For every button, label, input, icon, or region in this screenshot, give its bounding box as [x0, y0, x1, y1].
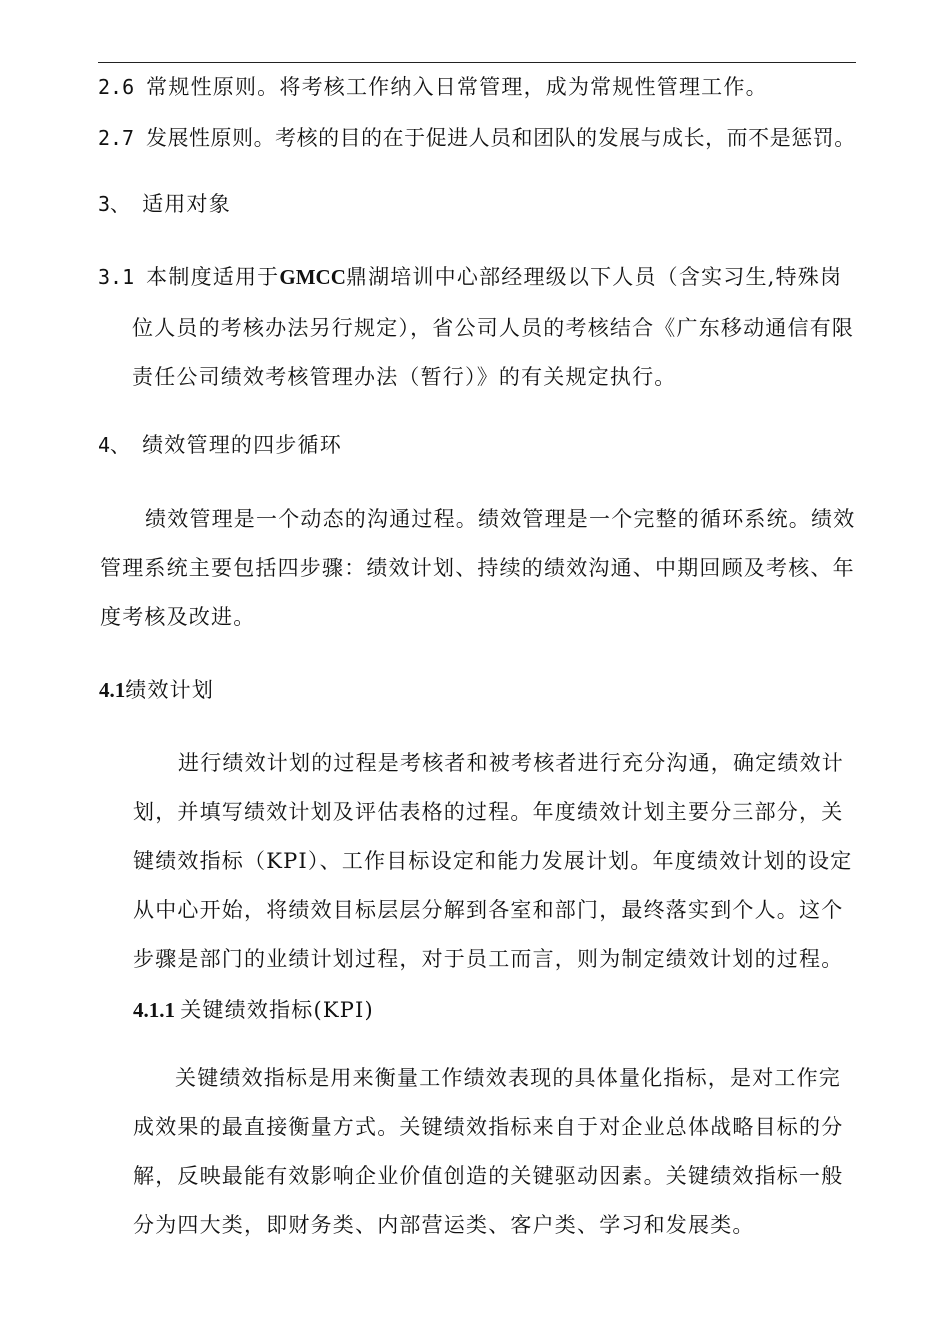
clause-3-1-line-1 [98, 262, 842, 292]
section-number: 4.1.1 [133, 998, 181, 1022]
clause-3-1-line-2: 位人员的考核办法另行规定），省公司人员的考核结合《广东移动通信有限 [132, 316, 855, 340]
section-4-intro-line-1: 绩效管理是一个动态的沟通过程。绩效管理是一个完整的循环系统。绩效 [145, 507, 856, 531]
section-title: 关键绩效指标(KPI) [180, 998, 374, 1022]
section-number: 4.1 [99, 678, 126, 702]
clause-text: 鼎湖培训中心部经理级以下人员（含实习生,特殊岗 [345, 265, 843, 289]
clause-text: 发展性原则。考核的目的在于促进人员和团队的发展与成长，而不是惩罚。 [146, 126, 856, 150]
section-4-1-1-line-1: 关键绩效指标是用来衡量工作绩效表现的具体量化指标，是对工作完 [175, 1066, 841, 1090]
section-number: 4、 [98, 433, 143, 457]
section-4-1-line-5: 步骤是部门的业绩计划过程，对于员工而言，则为制定绩效计划的过程。 [133, 947, 844, 971]
clause-3-1-line-3: 责任公司绩效考核管理办法（暂行）》的有关规定执行。 [132, 365, 677, 389]
section-4-1-line-3: 键绩效指标（KPI）、工作目标设定和能力发展计划。年度绩效计划的设定 [133, 849, 853, 873]
clause-number: 3.1 [98, 265, 147, 289]
clause-number: 2.6 [98, 75, 147, 99]
section-3-heading [98, 189, 231, 219]
section-title: 绩效管理的四步循环 [142, 433, 342, 457]
section-4-intro-line-3: 度考核及改进。 [100, 605, 256, 629]
header-rule [98, 62, 856, 63]
clause-number: 2.7 [98, 126, 147, 150]
section-4-1-heading [99, 675, 214, 705]
section-4-1-1-line-2: 成效果的最直接衡量方式。关键绩效指标来自于对企业总体战略目标的分 [133, 1115, 844, 1139]
clause-2-7 [98, 123, 856, 153]
clause-2-6 [98, 72, 768, 102]
section-4-intro-line-2: 管理系统主要包括四步骤：绩效计划、持续的绩效沟通、中期回顾及考核、年 [100, 556, 855, 580]
section-4-1-1-line-4: 分为四大类，即财务类、内部营运类、客户类、学习和发展类。 [133, 1213, 755, 1237]
org-name: GMCC [279, 265, 346, 289]
section-title: 绩效计划 [125, 678, 215, 702]
section-4-1-line-1: 进行绩效计划的过程是考核者和被考核者进行充分沟通，确定绩效计 [178, 751, 844, 775]
section-4-1-line-2: 划，并填写绩效计划及评估表格的过程。年度绩效计划主要分三部分，关 [133, 800, 844, 824]
clause-text: 本制度适用于 [146, 265, 280, 289]
section-title: 适用对象 [142, 192, 231, 216]
section-4-1-line-4: 从中心开始，将绩效目标层层分解到各室和部门，最终落实到个人。这个 [133, 898, 844, 922]
section-4-heading [98, 430, 342, 460]
section-4-1-1-heading [133, 995, 374, 1025]
section-4-1-1-line-3: 解，反映最能有效影响企业价值创造的关键驱动因素。关键绩效指标一般 [133, 1164, 844, 1188]
section-number: 3、 [98, 192, 143, 216]
clause-text: 常规性原则。将考核工作纳入日常管理，成为常规性管理工作。 [146, 75, 768, 99]
